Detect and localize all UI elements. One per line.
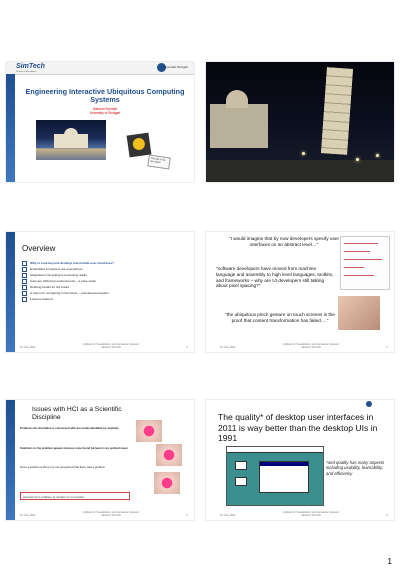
slide-side-bar <box>6 232 15 352</box>
university-logo: Universität Stuttgart <box>161 65 188 69</box>
footer-date: 16 June 2011 <box>220 514 236 517</box>
note-card: This talk is the new black <box>147 155 170 170</box>
slide-footer <box>220 511 388 517</box>
quote-pixel-spacing: "software developers have moved from machine language and assembly to high level languages, toolkits, and frameworks – why are UI developers still talking about pixel spacing?" <box>216 266 334 289</box>
list-item-text: Cars are UbiComp environments – a case study <box>30 279 96 283</box>
list-item-text: Why to look beyond desktop and mobile user interfaces? <box>30 261 115 265</box>
annotation-line <box>344 251 370 252</box>
slide-header <box>206 400 394 408</box>
university-seal-icon <box>366 401 372 407</box>
cathedral-image <box>210 104 268 148</box>
slide-heading: Issues with HCI as a Scientific Discipline <box>32 406 122 422</box>
slide-heading: The quality* of desktop user interfaces in 2011 is way better than the desktop UIs in 1991 <box>218 412 378 444</box>
building-photo <box>36 120 106 160</box>
window <box>259 461 309 493</box>
annotation-line <box>344 243 378 244</box>
footer-page: 5 <box>186 514 188 517</box>
list-item-text: Ubiquitous Computing is becoming reality <box>30 273 87 277</box>
list-item-text: Lessons learned <box>30 297 53 301</box>
footer-author: Albrecht Schmidt <box>101 346 121 349</box>
slide-footer <box>20 343 188 349</box>
footer-page: 3 <box>186 346 188 349</box>
list-item-text: Defining trends for the future <box>30 285 70 289</box>
quality-footnote: *and quality has many aspects including usability, learnability, and efficiency <box>326 460 385 476</box>
badge-image <box>127 133 152 158</box>
checkbox-bullet-icon <box>22 285 27 290</box>
list-item-text: Embedded computers are everywhere <box>30 267 83 271</box>
overview-list <box>22 260 114 302</box>
lamp-light-icon <box>376 154 379 157</box>
checkbox-bullet-icon <box>22 291 27 296</box>
footer-institute: Institute for Visualization and Interactive Systems <box>82 511 140 514</box>
slide-header <box>6 62 194 75</box>
process-callout: process from problem to solution is non-trivial… <box>20 492 130 500</box>
pink-object-photo <box>154 472 180 494</box>
slide-footer <box>220 343 388 349</box>
desktop-icon <box>235 461 247 470</box>
footer-center <box>83 511 139 517</box>
annotation-line <box>344 267 364 268</box>
simtech-logo-subtitle: Cluster of Excellence <box>16 70 37 73</box>
slide-side-bar <box>6 400 15 520</box>
pink-object-photo <box>136 420 162 442</box>
footer-institute: Institute for Visualization and Interactive Systems <box>282 343 340 346</box>
desktop-icon <box>235 477 247 486</box>
footer-date: 16 June 2011 <box>220 346 236 349</box>
footer-page: 6 <box>386 514 388 517</box>
handout-page-number: 1 <box>387 557 392 566</box>
footer-center <box>83 343 139 349</box>
ground <box>206 160 394 182</box>
slide-footer <box>20 511 188 517</box>
slide-hci-issues <box>6 400 194 520</box>
footer-center <box>283 511 339 517</box>
footer-author: Albrecht Schmidt <box>101 514 121 517</box>
paragraph-recognition: Once a solution is there it is not recognized that there was a problem <box>20 465 106 469</box>
slide-title <box>6 62 194 182</box>
footer-author: Albrecht Schmidt <box>301 514 321 517</box>
menu-bar <box>227 447 323 453</box>
slide-side-bar <box>6 74 15 182</box>
annotation-line <box>344 275 374 276</box>
slide-photo-pisa <box>206 62 394 182</box>
checkbox-bullet-icon <box>22 267 27 272</box>
footer-page: 4 <box>386 346 388 349</box>
classic-desktop-screenshot <box>226 446 324 506</box>
paragraph-problems: Problems the discipline is concerned with are understandable by anybody <box>20 426 119 430</box>
pink-object-photo <box>156 444 182 466</box>
lamp-light-icon <box>302 152 305 155</box>
photo-building <box>54 134 88 148</box>
footer-author: Albrecht Schmidt <box>301 346 321 349</box>
presentation-author <box>22 107 188 115</box>
checkbox-bullet-icon <box>22 279 27 284</box>
checkbox-bullet-icon <box>22 261 27 266</box>
slide-quotes <box>206 232 394 352</box>
checkbox-bullet-icon <box>22 297 27 302</box>
list-item <box>22 296 114 302</box>
quote-abstract-level: "I would imagine that by now developers specify user interfaces on an abstract level…" <box>228 236 340 247</box>
footer-institute: Institute for Visualization and Interactive Systems <box>82 343 140 346</box>
slide-overview <box>6 232 194 352</box>
list-item-text: A vision for computing in the future – extended perception <box>30 291 109 295</box>
footer-institute: Institute for Visualization and Interactive Systems <box>282 511 340 514</box>
annotation-line <box>344 259 382 260</box>
author-affiliation: University of Stuttgart <box>89 111 121 115</box>
pinch-gesture-photo <box>338 296 380 330</box>
quote-pinch-gesture: "the ubiquitous pinch gesture on touch screens is the proof that content transformation has failed…." <box>225 312 335 323</box>
checkbox-bullet-icon <box>22 273 27 278</box>
footer-center <box>283 343 339 349</box>
slide-desktop-quality <box>206 400 394 520</box>
footer-date: 16 June 2011 <box>20 346 36 349</box>
lamp-light-icon <box>356 158 359 161</box>
ui-spec-screenshot <box>340 236 390 290</box>
author-name: Albrecht Schmidt <box>92 107 118 111</box>
footer-date: 16 June 2011 <box>20 514 36 517</box>
paragraph-solutions: Solutions to the problem appear obvious once found (at least in an optimal case) <box>20 446 128 450</box>
presentation-title: Engineering Interactive Ubiquitous Computing Systems <box>25 87 185 105</box>
slide-heading: Overview <box>22 244 56 253</box>
simtech-logo: SimTech <box>16 63 45 70</box>
